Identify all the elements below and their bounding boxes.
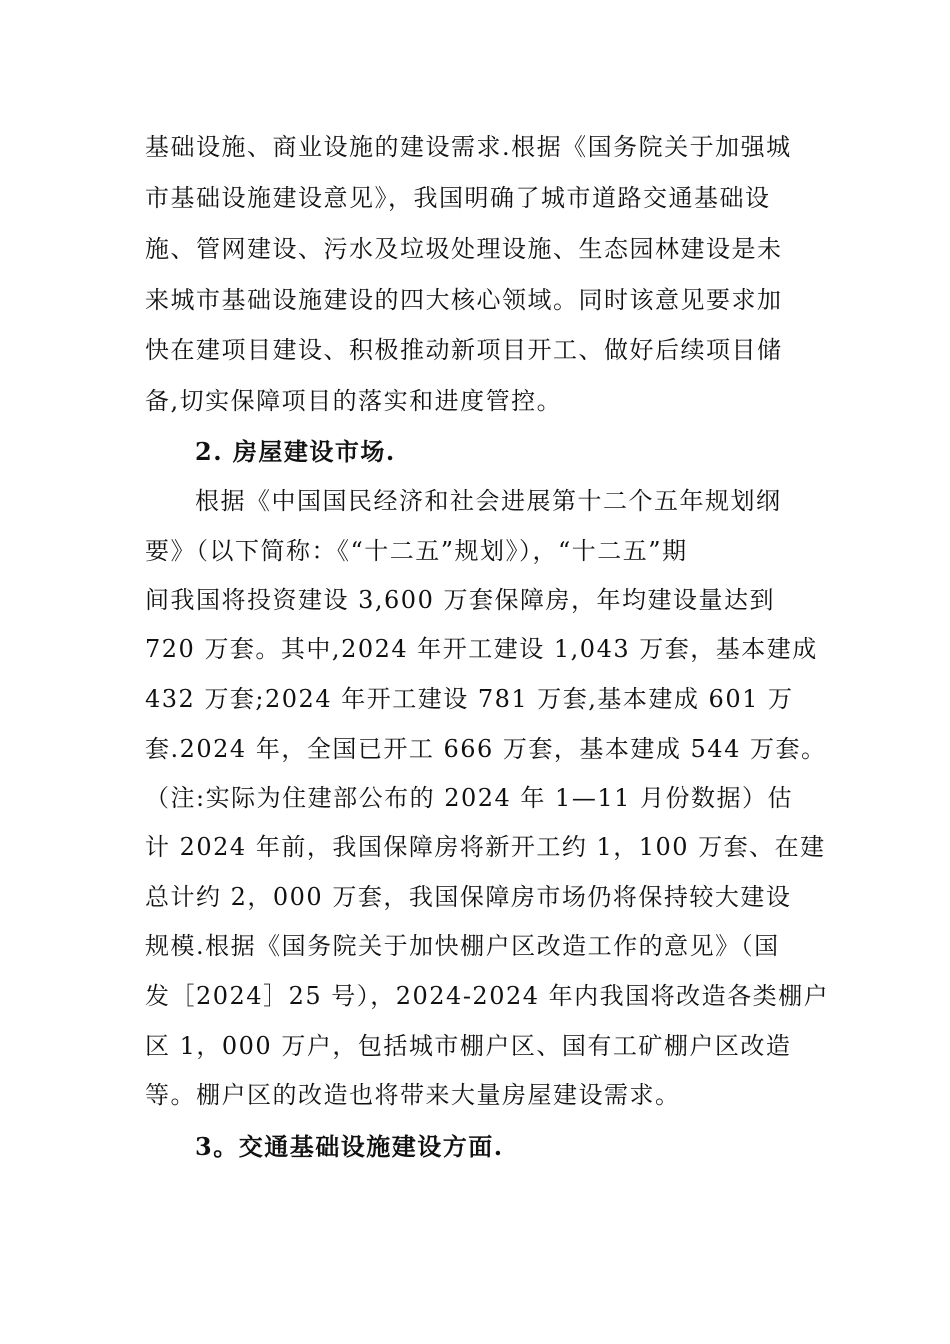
paragraph-2-line-11: 发［2024］25 号），2024-2024 年内我国将改造各类棚户 bbox=[145, 982, 830, 1010]
paragraph-2-line-13: 等。棚户区的改造也将带来大量房屋建设需求。 bbox=[145, 1081, 681, 1109]
paragraph-2-line-3: 间我国将投资建设 3,600 万套保障房，年均建设量达到 bbox=[145, 586, 775, 614]
paragraph-2-line-8: 计 2024 年前，我国保障房将新开工约 1，100 万套、在建 bbox=[145, 833, 826, 861]
paragraph-2-line-12: 区 1，000 万户，包括城市棚户区、国有工矿棚户区改造 bbox=[145, 1032, 792, 1060]
paragraph-1-line-6: 备,切实保障项目的落实和进度管控。 bbox=[145, 387, 563, 415]
paragraph-2-line-9: 总计约 2，000 万套，我国保障房市场仍将保持较大建设 bbox=[145, 883, 792, 911]
paragraph-2-line-2: 要》（以下简称：《“十二五”规划》），“十二五”期 bbox=[145, 537, 688, 565]
paragraph-1-line-2: 市基础设施建设意见》，我国明确了城市道路交通基础设 bbox=[145, 184, 771, 212]
paragraph-2-line-1: 根据《中国国民经济和社会进展第十二个五年规划纲 bbox=[195, 487, 782, 515]
paragraph-1-line-4: 来城市基础设施建设的四大核心领域。同时该意见要求加 bbox=[145, 286, 783, 314]
paragraph-2-line-7: （注:实际为住建部公布的 2024 年 1—11 月份数据）估 bbox=[145, 784, 793, 812]
section-heading-2: 2. 房屋建设市场. bbox=[195, 437, 396, 466]
paragraph-1-line-5: 快在建项目建设、积极推动新项目开工、做好后续项目储 bbox=[145, 336, 783, 364]
paragraph-1-line-3: 施、管网建设、污水及垃圾处理设施、生态园林建设是未 bbox=[145, 235, 783, 263]
section-heading-3: 3。交通基础设施建设方面. bbox=[195, 1132, 504, 1161]
paragraph-2-line-4: 720 万套。其中,2024 年开工建设 1,043 万套，基本建成 bbox=[145, 635, 818, 663]
paragraph-1-line-1: 基础设施、商业设施的建设需求.根据《国务院关于加强城 bbox=[145, 133, 792, 161]
paragraph-2-line-6: 套.2024 年，全国已开工 666 万套，基本建成 544 万套。 bbox=[145, 735, 827, 763]
paragraph-2-line-10: 规模.根据《国务院关于加快棚户区改造工作的意见》（国 bbox=[145, 932, 780, 960]
paragraph-2-line-5: 432 万套;2024 年开工建设 781 万套,基本建成 601 万 bbox=[145, 685, 794, 713]
